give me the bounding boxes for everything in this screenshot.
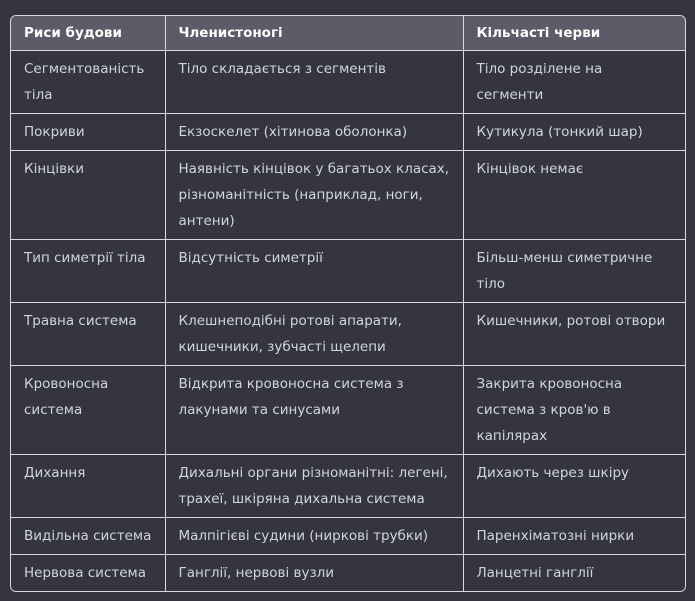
table-row: [11, 518, 685, 555]
cell-annelids: Кишечники, ротові отвори: [463, 303, 685, 366]
cell-arthropods: Екзоскелет (хітинова оболонка): [165, 114, 463, 151]
cell-feature: Тип симетрії тіла: [11, 240, 165, 303]
cell-feature: Покриви: [11, 114, 165, 151]
cell-feature: Кінцівки: [11, 151, 165, 240]
table-row: [11, 366, 685, 455]
cell-arthropods: Дихальні органи різноманітні: легені, трахеї, шкіряна дихальна система: [165, 455, 463, 518]
cell-arthropods: Відкрита кровоносна система з лакунами та синусами: [165, 366, 463, 455]
cell-feature: Травна система: [11, 303, 165, 366]
table-row: [11, 455, 685, 518]
cell-arthropods: Ганглії, нервові вузли: [165, 555, 463, 592]
cell-annelids: Ланцетні ганглії: [463, 555, 685, 592]
cell-arthropods: Малпігієві судини (ниркові трубки): [165, 518, 463, 555]
comparison-table: [11, 16, 685, 591]
table-row: [11, 114, 685, 151]
cell-annelids: Більш-менш симетричне тіло: [463, 240, 685, 303]
cell-arthropods: Наявність кінцівок у багатьох класах, різноманітність (наприклад, ноги, антени): [165, 151, 463, 240]
cell-feature: Сегментованість тіла: [11, 51, 165, 114]
table-row: [11, 240, 685, 303]
cell-annelids: Кінцівок немає: [463, 151, 685, 240]
table-header-row: [11, 16, 685, 51]
header-arthropods: Членистоногі: [165, 16, 463, 51]
cell-annelids: Паренхіматозні нирки: [463, 518, 685, 555]
cell-arthropods: Відсутність симетрії: [165, 240, 463, 303]
cell-feature: Кровоносна система: [11, 366, 165, 455]
cell-arthropods: Клешнеподібні ротові апарати, кишечники, зубчасті щелепи: [165, 303, 463, 366]
cell-feature: Дихання: [11, 455, 165, 518]
header-features: Риси будови: [11, 16, 165, 51]
header-annelids: Кільчасті черви: [463, 16, 685, 51]
cell-annelids: Кутикула (тонкий шар): [463, 114, 685, 151]
comparison-table-container: [10, 15, 686, 592]
cell-annelids: Дихають через шкіру: [463, 455, 685, 518]
cell-feature: Нервова система: [11, 555, 165, 592]
table-row: [11, 51, 685, 114]
cell-annelids: Закрита кровоносна система з кров'ю в капілярах: [463, 366, 685, 455]
table-row: [11, 303, 685, 366]
table-row: [11, 151, 685, 240]
cell-annelids: Тіло розділене на сегменти: [463, 51, 685, 114]
cell-arthropods: Тіло складається з сегментів: [165, 51, 463, 114]
table-row: [11, 555, 685, 592]
cell-feature: Видільна система: [11, 518, 165, 555]
